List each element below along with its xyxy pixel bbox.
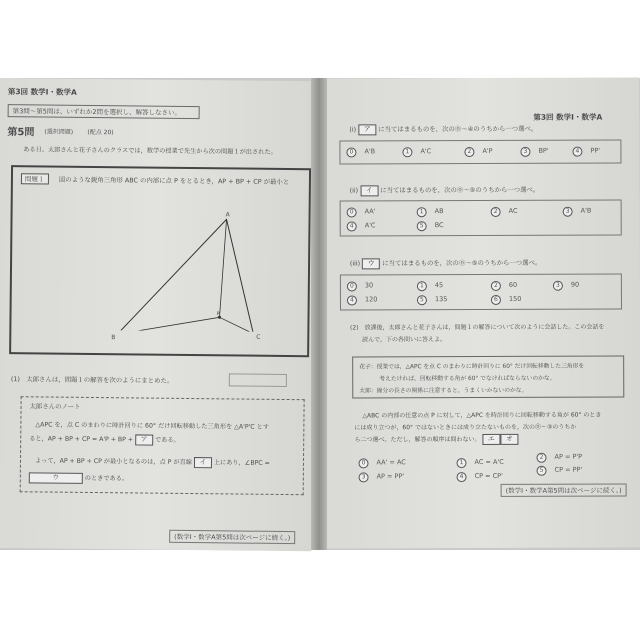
choice-2-5[interactable] [537, 466, 583, 476]
blank-u-box[interactable]: ウ [29, 472, 83, 484]
choice-2-0[interactable] [359, 458, 406, 468]
answer-box-right [229, 373, 287, 387]
choice-ii-4[interactable] [347, 221, 376, 231]
intro-text: ある日、太郎さんと花子さんのクラスでは，数学の授業で先生から次の問題１が出された。 [23, 146, 277, 156]
question-ii-blank[interactable]: イ [360, 185, 378, 196]
choice-text: A'P [482, 146, 493, 155]
choice-text: AA' = AC [376, 458, 406, 467]
problem1-box [9, 165, 311, 357]
question-i-blank[interactable]: ア [358, 124, 376, 135]
question-iii-choices [340, 274, 622, 311]
choice-iii-6[interactable] [491, 295, 521, 305]
choice-number: 4 [347, 295, 357, 305]
choice-number: 2 [464, 147, 474, 157]
choice-number: 4 [347, 221, 357, 231]
choice-number: 3 [520, 147, 530, 157]
choice-text: AC = A'C [474, 457, 504, 467]
note-line-2b: である。 [154, 436, 180, 444]
right-page-header: 第3回 数学Ⅰ・数学A [533, 112, 603, 122]
choice-number: 5 [417, 221, 427, 231]
choice-ii-0[interactable] [347, 207, 376, 217]
choice-iii-2[interactable] [491, 281, 517, 291]
vertex-a-label: A [225, 211, 230, 219]
choice-ii-3[interactable] [563, 207, 592, 217]
question-2-line-1: (2) 放課後，太郎さんと花子さんは，問題１の解答について次のように会話した。この会話を [350, 323, 605, 332]
question-2-line-2: 読んで，下の各問いに答えよ。 [362, 336, 446, 344]
choice-text: CP = PP' [554, 465, 583, 474]
choice-number: 2 [491, 281, 501, 291]
triangle-abc [117, 218, 254, 332]
choice-iii-3[interactable] [553, 281, 579, 291]
choice-text: 150 [508, 294, 522, 303]
question-2-body-3-text: ら二つ選べ。ただし，解答の順序は問わない。 [354, 436, 481, 444]
question-2-body-1: △ABC の内部の任意の点 P に対して，△APC を時計回りに回転移動する角が 60° のとき [362, 411, 602, 420]
question-i-choices [339, 140, 621, 165]
choice-text: CP = CP' [474, 471, 503, 481]
note-line-3a: よって，AP + BP + CP が最小となるのは，点 P が直線 [34, 457, 192, 467]
choice-text: AP = PP' [376, 472, 405, 481]
choice-text: AP = P'P [554, 452, 583, 461]
note-line-4-text: のときである。 [84, 474, 129, 483]
segment-ap [220, 219, 227, 317]
blank-i-box[interactable]: イ [194, 457, 212, 468]
choice-text: A'B [580, 206, 592, 215]
dialog-box [352, 356, 624, 399]
choice-ii-2[interactable] [491, 207, 518, 217]
problem1-label: 問題１ [21, 173, 49, 184]
dialog-line-1: 花子：授業では，△APC を点 C のまわりに時計回りに 60° だけ回転移動した三角形を [359, 363, 585, 371]
choice-iii-0[interactable] [347, 281, 373, 291]
choice-text: 30 [364, 281, 374, 290]
choice-number: 3 [563, 207, 573, 217]
dialog-line-3: 太郎：線分の長さの関係に注意すると，うまくいかないのかな。 [359, 387, 528, 395]
choice-text: AA' [364, 207, 376, 216]
question-2-body-3 [354, 434, 518, 446]
question-2-body-2: には成り立つが，60° ではないときには成り立たないものを，次の⓪〜③のうちか [354, 423, 577, 432]
choice-i-0[interactable] [346, 147, 375, 157]
choice-text: PP' [590, 146, 601, 155]
question-ii-text: に当てはまるものを，次の⓪〜⑤のうちから一つ選べ。 [380, 185, 540, 195]
choice-i-1[interactable] [402, 147, 431, 157]
choice-number: 3 [553, 281, 563, 291]
book-gutter [311, 78, 327, 550]
segment-cp [219, 317, 253, 331]
blank-a-box[interactable]: ア [135, 434, 153, 445]
left-page-header: 第3回 数学Ⅰ・数学A [7, 87, 77, 97]
choice-number: 1 [417, 207, 427, 217]
problem-tag: (選択問題) [44, 128, 74, 136]
choice-2-3[interactable] [359, 472, 405, 482]
note-line-2 [29, 433, 180, 446]
right-page [321, 77, 640, 548]
choice-iii-5[interactable] [417, 295, 447, 305]
left-footer: (数学Ⅰ・数学A第5問は次ページに続く。) [169, 530, 295, 544]
choice-text: AB [434, 207, 444, 216]
choice-number: 3 [359, 472, 369, 482]
note-line-3 [35, 455, 270, 468]
question-iii-text: に当てはまるものを，次の⓪〜⑤のうちから一つ選べ。 [382, 258, 542, 268]
vertex-c-label: C [256, 333, 261, 341]
triangle-figure [101, 210, 262, 332]
problem1-text: 図のような鋭角三角形 ABC の内部に点 P をとるとき，AP + BP + CP が最小と [58, 175, 290, 187]
note-line-3b: 上にあり，∠BPC = [213, 459, 270, 467]
choice-text: BC [434, 221, 444, 230]
dialog-line-2: 考えたければ，回転移動する角が 60° でなければならないのかな。 [379, 375, 556, 383]
taro-note [20, 396, 305, 495]
choice-text: A'C [420, 147, 432, 156]
choice-number: 0 [359, 458, 369, 468]
choice-text: 120 [364, 295, 378, 304]
left-page [0, 78, 316, 551]
choice-number: 1 [402, 147, 412, 157]
note-line-1: △APC を，点 C のまわりに時計回りに 60° だけ回転移動した三角形を △A'P'C とす [35, 421, 270, 431]
blank-e-box[interactable]: エ [482, 434, 500, 445]
choice-text: A'B [364, 147, 376, 156]
choice-i-3[interactable] [520, 147, 548, 157]
choice-number: 0 [346, 147, 356, 157]
question-i-text: に当てはまるものを，次の⓪〜④のうちから一つ選べ。 [378, 124, 538, 134]
choice-number: 5 [537, 466, 547, 476]
instruction-text: 第3問〜第5問は、いずれか2問を選択し、解答しなさい。 [12, 107, 182, 117]
choice-text: 90 [570, 280, 580, 289]
choice-2-4[interactable] [457, 472, 503, 482]
choice-2-2[interactable] [536, 453, 582, 463]
question-ii-number: (ii) [349, 186, 359, 195]
choice-iii-1[interactable] [417, 281, 443, 291]
choice-text: 45 [434, 281, 444, 290]
instruction-box [8, 104, 200, 119]
question-i-number: (i) [349, 125, 357, 134]
blank-o-box[interactable]: オ [500, 434, 518, 445]
question-ii [350, 185, 540, 197]
choice-number: 2 [536, 453, 546, 463]
choice-number: 1 [417, 281, 427, 291]
choice-ii-5[interactable] [417, 221, 444, 231]
choice-text: 60 [508, 280, 518, 289]
question-iii-number: (iii) [349, 259, 361, 268]
choice-i-2[interactable] [464, 147, 492, 157]
choice-number: 2 [491, 207, 501, 217]
point-p-label: P [216, 311, 220, 318]
choice-ii-1[interactable] [417, 207, 444, 217]
choice-text: A'C [364, 221, 376, 230]
choice-iii-4[interactable] [347, 295, 377, 305]
question-ii-choices [340, 200, 622, 237]
vertex-b-label: B [111, 334, 116, 342]
problem-title: 第5問 [7, 127, 35, 139]
choice-number: 5 [417, 295, 427, 305]
note-title: 太郎さんのノート [29, 402, 81, 411]
choice-text: BP' [538, 146, 549, 155]
question-i [349, 124, 537, 136]
question-1-text: (1) 太郎さんは，問題１の解答を次のようにまとめた。 [10, 375, 174, 385]
problem-points: (配点 20) [87, 128, 114, 137]
choice-number: 4 [457, 472, 467, 482]
question-iii [350, 258, 542, 270]
choice-number: 6 [491, 295, 501, 305]
right-footer: (数学Ⅰ・数学A第5問は次ページに続く。) [501, 483, 627, 496]
choice-number: 1 [457, 458, 467, 468]
choice-2-1[interactable] [457, 458, 504, 468]
note-line-4 [29, 472, 128, 484]
note-line-2a: ると，AP + BP + CP = A'P + BP + [29, 435, 134, 444]
choice-number: 4 [572, 147, 582, 157]
choice-text: AC [508, 206, 518, 215]
choice-text: 135 [434, 295, 448, 304]
choice-i-4[interactable] [572, 147, 600, 157]
choice-number: 0 [347, 281, 357, 291]
choice-number: 0 [347, 207, 357, 217]
question-iii-blank[interactable]: ウ [362, 258, 380, 269]
